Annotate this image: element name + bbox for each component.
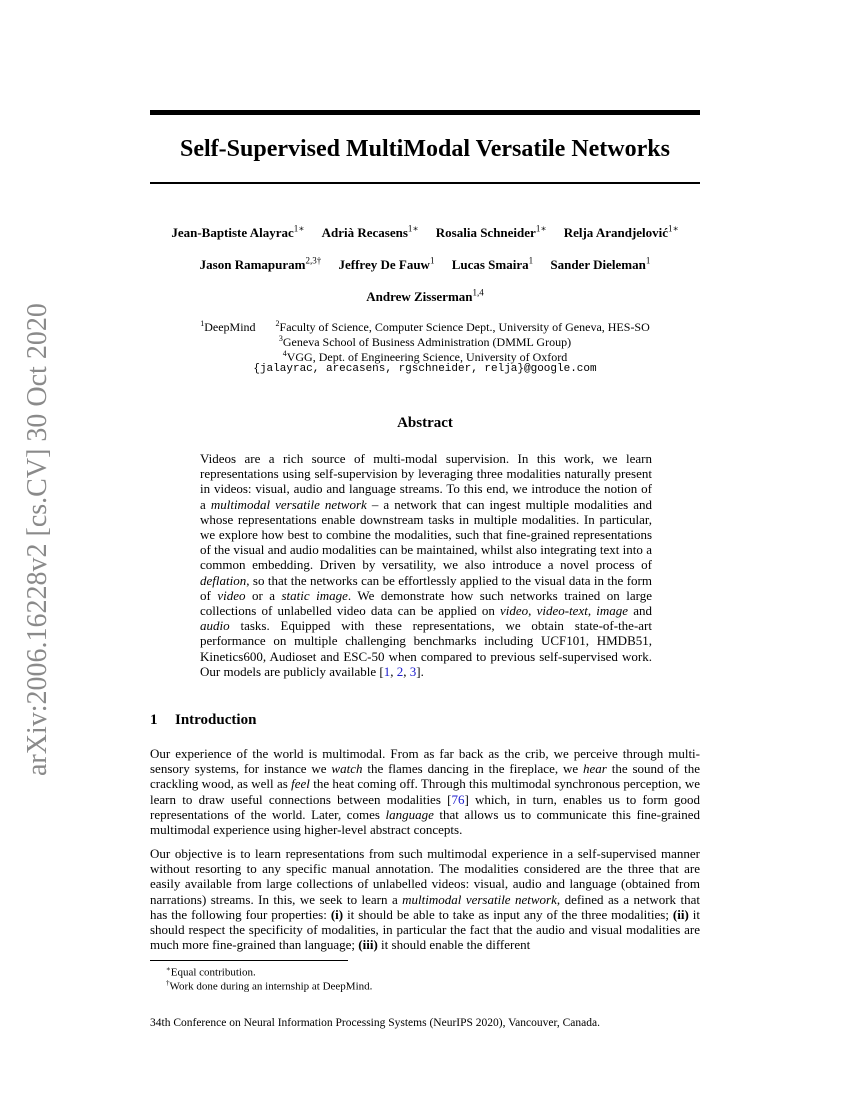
title-top-rule: [150, 110, 700, 115]
author: Andrew Zisserman$^{1,4}$: [366, 288, 484, 305]
author: Lucas Smaira$^1$: [451, 256, 534, 273]
author: Adrià Recasens$^{1∗}$: [321, 224, 419, 241]
author: Rosalia Schneider$^{1∗}$: [435, 224, 547, 241]
author: Jason Ramapuram$^{2,3\dagger}$: [199, 256, 322, 273]
author: Jeffrey De Fauw$^1$: [338, 256, 435, 273]
citation-link[interactable]: 76: [451, 791, 465, 807]
footnote-rule: [150, 960, 348, 961]
conference-note: 34th Conference on Neural Information Processing Systems (NeurIPS 2020), Vancouver, Canada.: [150, 1017, 600, 1029]
title-bottom-rule: [150, 182, 700, 184]
author: Sander Dieleman$^1$: [550, 256, 651, 273]
affiliation-line-3: $^4$VGG, Dept. of Engineering Science, University of Oxford: [282, 349, 568, 364]
abstract-heading: Abstract: [397, 415, 453, 431]
intro-paragraph-2: Our objective is to learn representations from such multimodal experience in a self-supervised manner without resorting to any specific manual annotation. The modalities considered are the three that are easily available from large collections of unlabelled videos: visual, audio and language (obtained from narrations) streams. In this, we seek to learn a multimodal versatile network, defined as a network that has the following four properties: (i) it should be able to take as input any of the three modalities; (ii) it should respect the specificity of modalities, in particular the fact that the audio and visual modalities are much more fine-grained than language; (iii) it should enable the different: [150, 846, 700, 953]
author-emails: {jalayrac, arecasens, rgschneider, relja}@google.com: [253, 363, 597, 375]
authors-row-3: [150, 284, 700, 306]
footnote-internship: †Work done during an internship at DeepMind.: [166, 979, 373, 993]
affiliation-line-1: $^1$DeepMind $^2$Faculty of Science, Computer Science Dept., University of Geneva, HES-SO: [200, 319, 650, 334]
intro-paragraph-1: Our experience of the world is multimodal. From as far back as the crib, we perceive through multi-sensory systems, for instance we watch the flames dancing in the fireplace, we hear the sound of the crackling wood, as well as feel the heat coming off. Through this multimodal synchronous perception, we learn to draw useful connections between modalities [76] which, in turn, enables us to form good representations of the world. Later, comes language that allows us to communicate this fine-grained multimodal experience using higher-level abstract concepts.: [150, 746, 701, 838]
arxiv-identifier: arXiv:2006.16228v2 [cs.CV] 30 Oct 2020: [22, 303, 53, 776]
authors-row-2: [150, 252, 700, 274]
section-heading: 1 Introduction: [150, 712, 257, 728]
citation-link[interactable]: 1: [383, 663, 391, 679]
footnote-equal-contribution: ∗Equal contribution.: [166, 965, 256, 979]
paper-title: Self-Supervised MultiModal Versatile Networks: [180, 136, 670, 162]
author: Jean-Baptiste Alayrac$^{1∗}$: [171, 224, 305, 241]
abstract-body: Videos are a rich source of multi-modal supervision. In this work, we learn representations using self-supervision by leveraging three modalities naturally present in videos: visual, audio and language streams. To this end, we introduce the notion of a multimodal versatile network – a network that can ingest multiple modalities and whose representations enable downstream tasks in multiple modalities. In particular, we explore how best to combine the modalities, such that fine-grained representations of the visual and audio modalities can be maintained, whilst also integrating text into a common embedding. Driven by versatility, we also introduce a novel process of deflation, so that the networks can be effortlessly applied to the visual data in the form of video or a static image. We demonstrate how such networks trained on large collections of unlabelled video data can be applied on video, video-text, image and audio tasks. Equipped with these representations, we obtain state-of-the-art performance on multiple challenging benchmarks including UCF101, HMDB51, Kinetics600, Audioset and ESC-50 when compared to previous self-supervised work. Our models are publicly available [1, 2, 3].: [200, 451, 653, 679]
citation-link[interactable]: 2: [396, 663, 404, 679]
affiliation-line-2: $^3$Geneva School of Business Administration (DMML Group): [278, 334, 572, 349]
author: Relja Arandjelović$^{1∗}$: [563, 224, 679, 241]
authors-row-1: [150, 220, 700, 242]
citation-link[interactable]: 3: [409, 663, 417, 679]
